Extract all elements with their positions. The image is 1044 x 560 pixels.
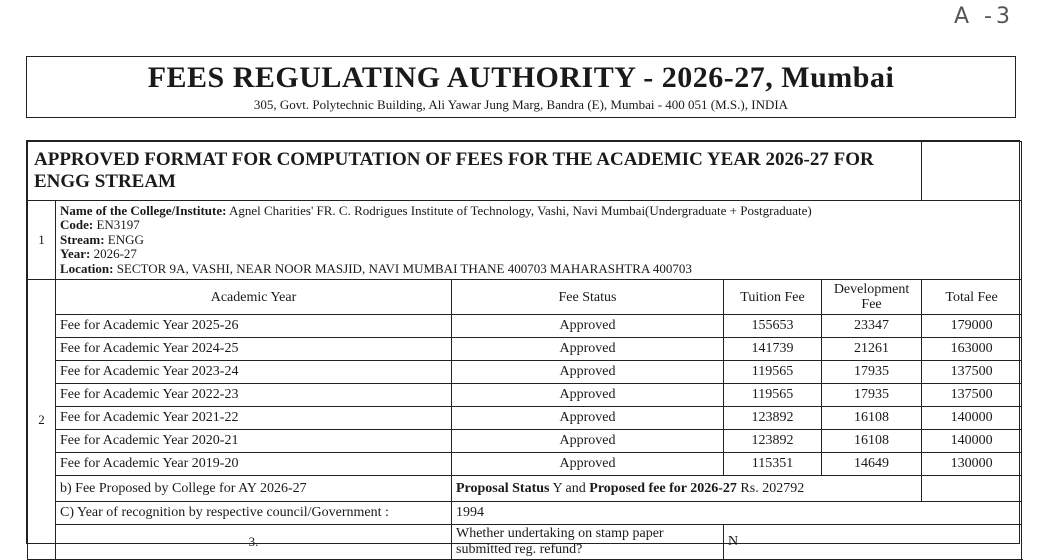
tuition-fee-cell: 119565 — [724, 361, 822, 384]
tuition-fee-cell: 141739 — [724, 338, 822, 361]
fee-computation-sheet — [26, 140, 1020, 557]
proposal-status-label: Proposal Status — [456, 480, 550, 496]
blank-cell — [922, 142, 1022, 201]
year-value: 2026-27 — [93, 246, 137, 262]
college-code: EN3197 — [96, 217, 140, 233]
location-line — [60, 262, 1017, 277]
authority-title: FEES REGULATING AUTHORITY - 2026-27, Mumbai — [147, 61, 895, 94]
column-header: Development Fee — [822, 280, 922, 315]
academic-year-cell: Fee for Academic Year 2020-21 — [56, 430, 452, 453]
recognition-value: 1994 — [452, 502, 1022, 525]
table-row — [28, 338, 1022, 361]
college-label: Name of the College/Institute: — [60, 202, 227, 218]
location-value: SECTOR 9A, VASHI, NEAR NOOR MASJID, NAVI MUMBAI THANE 400703 MAHARASHTRA 400703 — [116, 260, 692, 276]
total-fee-cell: 179000 — [922, 315, 1022, 338]
recognition-label: C) Year of recognition by respective council/Government : — [56, 502, 452, 525]
college-name-line — [60, 204, 1017, 219]
tuition-fee-cell: 119565 — [724, 384, 822, 407]
code-label: Code: — [60, 217, 94, 233]
college-name: Agnel Charities' FR. C. Rodrigues Institute of Technology, Vashi, Navi Mumbai(Undergraduate + Postgraduate) — [228, 202, 812, 218]
fee-table — [27, 141, 1022, 560]
location-label: Location: — [60, 260, 114, 276]
table-row — [28, 430, 1022, 453]
section-number: 2 — [28, 280, 56, 560]
development-fee-cell: 17935 — [822, 384, 922, 407]
fee-status-cell: Approved — [452, 338, 724, 361]
development-fee-cell: 14649 — [822, 453, 922, 476]
undertaking-row — [28, 525, 1022, 560]
fee-status-cell: Approved — [452, 315, 724, 338]
stream-label: Stream: — [60, 231, 105, 247]
code-line — [60, 218, 1017, 233]
table-row — [28, 361, 1022, 384]
total-fee-cell: 137500 — [922, 361, 1022, 384]
total-fee-cell: 140000 — [922, 430, 1022, 453]
academic-year-cell: Fee for Academic Year 2021-22 — [56, 407, 452, 430]
fee-status-cell: Approved — [452, 361, 724, 384]
fee-status-cell: Approved — [452, 453, 724, 476]
fee-status-cell: Approved — [452, 430, 724, 453]
fee-status-cell: Approved — [452, 384, 724, 407]
tuition-fee-cell: 123892 — [724, 407, 822, 430]
authority-header — [26, 56, 1016, 118]
academic-year-cell: Fee for Academic Year 2019-20 — [56, 453, 452, 476]
academic-year-cell: Fee for Academic Year 2023-24 — [56, 361, 452, 384]
proposed-fee-label: b) Fee Proposed by College for AY 2026-27 — [56, 476, 452, 502]
undertaking-label: Whether undertaking on stamp paper submitted reg. refund? — [452, 525, 724, 560]
table-row — [28, 407, 1022, 430]
college-details — [56, 201, 1022, 280]
development-fee-cell: 16108 — [822, 430, 922, 453]
academic-year-cell: Fee for Academic Year 2024-25 — [56, 338, 452, 361]
development-fee-cell: 16108 — [822, 407, 922, 430]
column-header: Tuition Fee — [724, 280, 822, 315]
tuition-fee-cell: 155653 — [724, 315, 822, 338]
proposal-status-value: Y and — [552, 480, 586, 496]
development-fee-cell: 23347 — [822, 315, 922, 338]
total-fee-cell: 140000 — [922, 407, 1022, 430]
table-row — [28, 453, 1022, 476]
recognition-row — [28, 502, 1022, 525]
total-fee-cell: 130000 — [922, 453, 1022, 476]
format-title: APPROVED FORMAT FOR COMPUTATION OF FEES FOR THE ACADEMIC YEAR 2026-27 FOR ENGG STREAM — [28, 142, 922, 201]
total-fee-cell: 137500 — [922, 384, 1022, 407]
tuition-fee-cell: 123892 — [724, 430, 822, 453]
stream-value: ENGG — [107, 231, 144, 247]
tuition-fee-cell: 115351 — [724, 453, 822, 476]
development-fee-cell: 21261 — [822, 338, 922, 361]
stream-line — [60, 233, 1017, 248]
page-number-mark: A -3 — [954, 4, 1014, 29]
year-line — [60, 247, 1017, 262]
section-number: 1 — [28, 201, 56, 280]
undertaking-value: N — [724, 525, 1022, 560]
proposed-fee-row — [28, 476, 1022, 502]
development-fee-cell: 17935 — [822, 361, 922, 384]
column-header: Total Fee — [922, 280, 1022, 315]
proposed-fee-label: Proposed fee for 2026-27 — [589, 480, 737, 496]
total-fee-cell: 163000 — [922, 338, 1022, 361]
academic-year-cell: Fee for Academic Year 2022-23 — [56, 384, 452, 407]
column-header: Fee Status — [452, 280, 724, 315]
academic-year-cell: Fee for Academic Year 2025-26 — [56, 315, 452, 338]
year-label: Year: — [60, 246, 91, 262]
table-row — [28, 315, 1022, 338]
proposed-fee-value: Rs. 202792 — [740, 480, 805, 496]
table-row — [28, 384, 1022, 407]
column-header: Academic Year — [56, 280, 452, 315]
blank-cell — [922, 476, 1022, 502]
fee-status-cell: Approved — [452, 407, 724, 430]
authority-address: 305, Govt. Polytechnic Building, Ali Yawar Jung Marg, Bandra (E), Mumbai - 400 051 (M.S.), INDIA — [253, 97, 789, 112]
section-number: 3. — [56, 525, 452, 560]
proposal-status-cell — [452, 476, 922, 502]
